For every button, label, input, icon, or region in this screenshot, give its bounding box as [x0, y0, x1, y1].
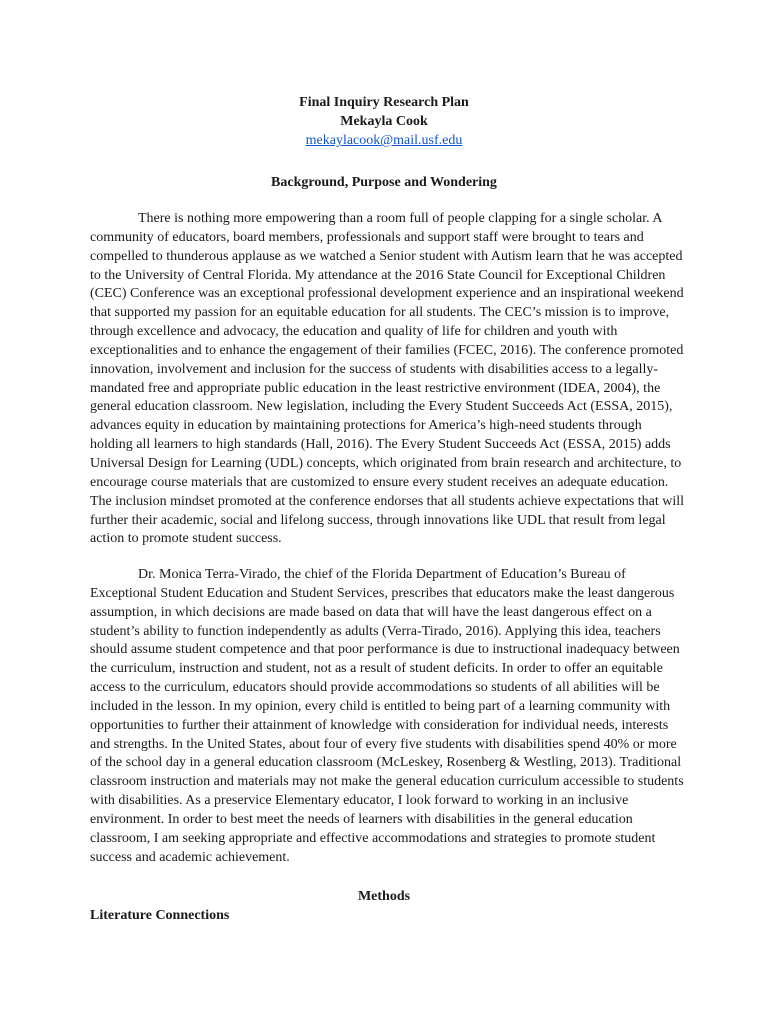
paragraph-line: to the University of Central Florida. My attendance at the 2016 State Council for Exceptional Children	[90, 267, 666, 283]
author-name: Mekayla Cook	[340, 114, 428, 129]
paragraph-line: environment. In order to best meet the needs of learners with disabilities in the general education	[90, 811, 633, 827]
paragraph-line: (CEC) Conference was an exceptional professional development experience and an inspirational weekend	[90, 286, 684, 302]
paragraph-assumption	[90, 566, 690, 868]
paragraph-line: The inclusion mindset promoted at the conference endorses that all students achieve expectations that will	[90, 493, 685, 509]
section-heading-background: Background, Purpose and Wondering	[271, 175, 497, 190]
paragraph-line: exceptionalities and to enhance the engagement of their families (FCEC, 2016). The conference promoted	[90, 342, 684, 358]
document-header	[0, 93, 768, 150]
paragraph-line: classroom instruction and materials may not make the general education curriculum accessible to students	[90, 774, 684, 790]
paragraph-line: holding all learners to high standards (Hall, 2016). The Every Student Succeeds Act (ESSA, 2015) adds	[90, 437, 671, 453]
paragraph-background	[90, 210, 690, 549]
paragraph-line: further their academic, social and lifelong success, through innovations like UDL that result from legal	[90, 512, 666, 528]
paragraph-line: assumption, in which decisions are made based on data that will have the least dangerous effect on a	[90, 604, 652, 620]
document-title: Final Inquiry Research Plan	[299, 95, 469, 110]
paragraph-line: with disabilities. As a preservice Elementary educator, I look forward to working in an inclusive	[90, 793, 629, 809]
paragraph-line: included in the lesson. In my opinion, every child is entitled to being part of a learning community with	[90, 698, 671, 714]
paragraph-line: There is nothing more empowering than a room full of people clapping for a single scholar. A	[138, 211, 663, 226]
section-heading-methods: Methods	[357, 889, 411, 904]
paragraph-line: action to promote student success.	[90, 531, 282, 547]
paragraph-line: mandated free and appropriate public education in the least restrictive environment (IDEA, 2004), the	[90, 380, 661, 396]
paragraph-line: general education classroom. New legislation, including the Every Student Succeeds Act (ESSA, 2015),	[90, 399, 673, 415]
paragraph-line: Dr. Monica Terra-Virado, the chief of the Florida Department of Education’s Bureau of	[138, 567, 626, 582]
paragraph-line: encourage course materials that are customized to ensure every student receives an adequate education.	[90, 474, 669, 490]
paragraph-line: and strengths. In the United States, about four of every five students with disabilities spend 40% or more	[90, 736, 677, 752]
paragraph-line: advances equity in education by maintaining protections for America’s high-need students through	[90, 418, 642, 434]
paragraph-line: should assume student competence and that poor performance is due to instructional inadequacy between	[90, 642, 680, 658]
subheading-literature-connections: Literature Connections	[90, 908, 230, 923]
paragraph-line: access to the curriculum, educators should provide accommodations so students of all abilities will be	[90, 680, 660, 696]
paragraph-line: that supported my passion for an equitable education for all students. The CEC’s mission is to improve,	[90, 305, 670, 321]
paragraph-line: opportunities to further their attainment of knowledge with consideration for individual needs, interests	[90, 717, 669, 733]
paragraph-line: Universal Design for Learning (UDL) concepts, which originated from brain research and architecture, to	[90, 455, 682, 471]
paragraph-line: student’s ability to function independently as adults (Verra-Tirado, 2016). Applying this idea, teachers	[90, 623, 661, 639]
author-email-link[interactable]: mekaylacook@mail.usf.edu	[305, 133, 463, 148]
paragraph-line: classroom, I am seeking appropriate and effective accommodations and strategies to promote student	[90, 830, 656, 846]
paragraph-line: Exceptional Student Education and Student Services, prescribes that educators make the least dangerous	[90, 585, 675, 601]
paragraph-line: innovation, involvement and inclusion for the success of students with disabilities access to a legally-	[90, 361, 659, 377]
paragraph-line: of the school day in a general education classroom (McLeskey, Rosenberg & Westling, 2013). Traditional	[90, 755, 682, 771]
paragraph-line: compelled to thunderous applause as we watched a Senior student with Autism learn that he was accepted	[90, 248, 683, 264]
paragraph-line: the curriculum, instruction and student, not as a result of student deficits. In order to offer an equitable	[90, 661, 663, 677]
paragraph-line: success and academic achievement.	[90, 849, 290, 865]
paragraph-line: through excellence and advocacy, the education and quality of life for children and youth with	[90, 324, 618, 340]
paragraph-line: community of educators, board members, professionals and support staff were brought to tears and	[90, 229, 644, 245]
